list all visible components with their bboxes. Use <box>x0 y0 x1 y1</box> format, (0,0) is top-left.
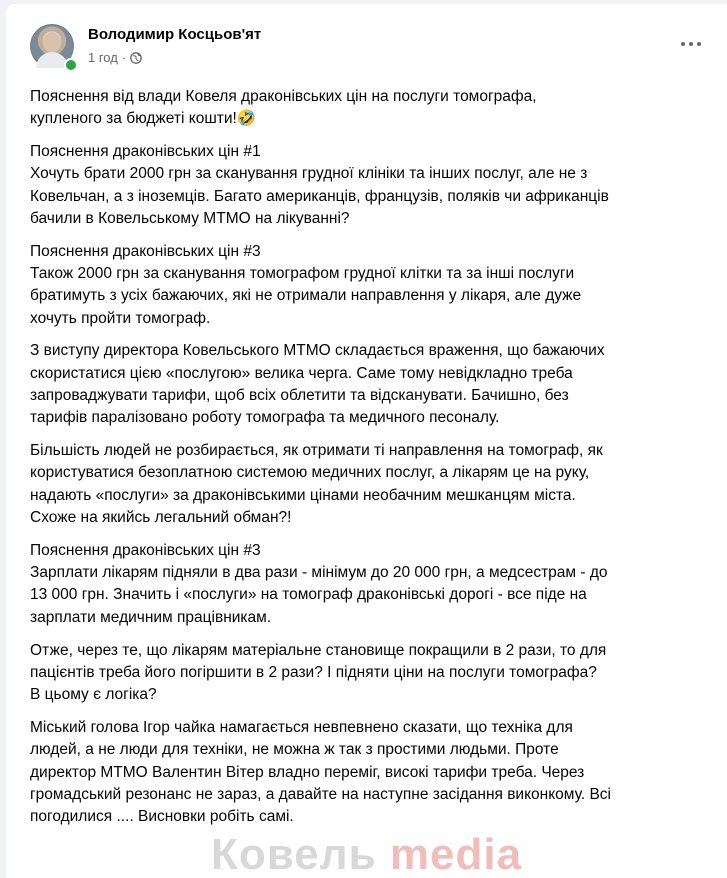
post-body <box>30 86 710 839</box>
post-time[interactable]: 1 год <box>88 50 118 65</box>
post-meta <box>88 50 142 65</box>
more-options-button[interactable] <box>677 34 705 54</box>
globe-icon[interactable] <box>130 52 142 64</box>
post-paragraph: Більшість людей не розбирається, як отримати ті направлення на томограф, як користуватися безоплатною системою медичних послуг, а лікарям це на руку, надають «послуги» за драконівськими цінами необачним мешканцям міста. Схоже на якийсь легальний обман?! <box>30 442 603 527</box>
author-name[interactable]: Володимир Косцьов'ят <box>88 26 262 43</box>
more-horizontal-icon <box>681 42 685 46</box>
post-paragraph: Пояснення драконівських цін #3 Зарплати лікарям підняли в два рази - мінімум до 20 000 грн, а медсестрам - до 13 000 грн. Значить і «послуги» на томограф драконівські дорогі - все піде на зарплати медичним працівникам. <box>30 541 608 626</box>
post-card <box>6 4 727 878</box>
post-paragraph: Пояснення драконівських цін #1 Хочуть брати 2000 грн за сканування грудної клініки та інших послуг, але не з Ковельчан, а з іноземців. Багато американців, французів, поляків чи африканців бачили в Ковельському МТМО на лікуванні? <box>30 143 609 227</box>
post-paragraph: Пояснення драконівських цін #3 Також 2000 грн за сканування томографом грудної клітки та за інші послуги братимуть з усіх бажаючих, які не отримали направлення у лікаря, але дуже хочуть пройти томограф. <box>30 242 582 327</box>
watermark-part-1: Ковель <box>211 830 390 878</box>
more-horizontal-icon <box>697 42 701 46</box>
meta-separator: · <box>121 50 127 65</box>
post-paragraph: З виступу директора Ковельського МТМО складається враження, що бажаючих скористатися цією «послугою» велика черга. Саме тому невідкладно треба запроваджувати тарифи, щоб всіх облетити та відсканувати. Бачишно, без тарифів паралізовано роботу томографа та медичного песоналу. <box>30 342 605 427</box>
watermark-part-2: media <box>389 830 523 878</box>
more-horizontal-icon <box>689 42 693 46</box>
online-status-indicator <box>64 58 78 72</box>
post-paragraph: Пояснення від влади Ковеля драконівських цін на послуги томографа, купленого за бюджеті кошти!🤣 <box>30 88 537 128</box>
post-header <box>6 4 727 78</box>
post-paragraph: Міський голова Ігор чайка намагається невпевнено сказати, що техніка для людей, а не люди для техніки, не можна ж так з простими людьми. Проте директор МТМО Валентин Вітер владно переміг, високі тарифи треба. Через громадський резонанс не зараз, а давайте на наступне засідання виконкому. Всі погодилися .... Висновки робіть самі. <box>30 718 611 826</box>
post-paragraph: Отже, через те, що лікарям матеріальне становище покращили в 2 рази, то для пацієнтів треба його погіршити в 2 рази? І підняти ціни на послуги томографа? В цьому є логіка? <box>30 641 607 704</box>
avatar-face <box>43 32 61 52</box>
